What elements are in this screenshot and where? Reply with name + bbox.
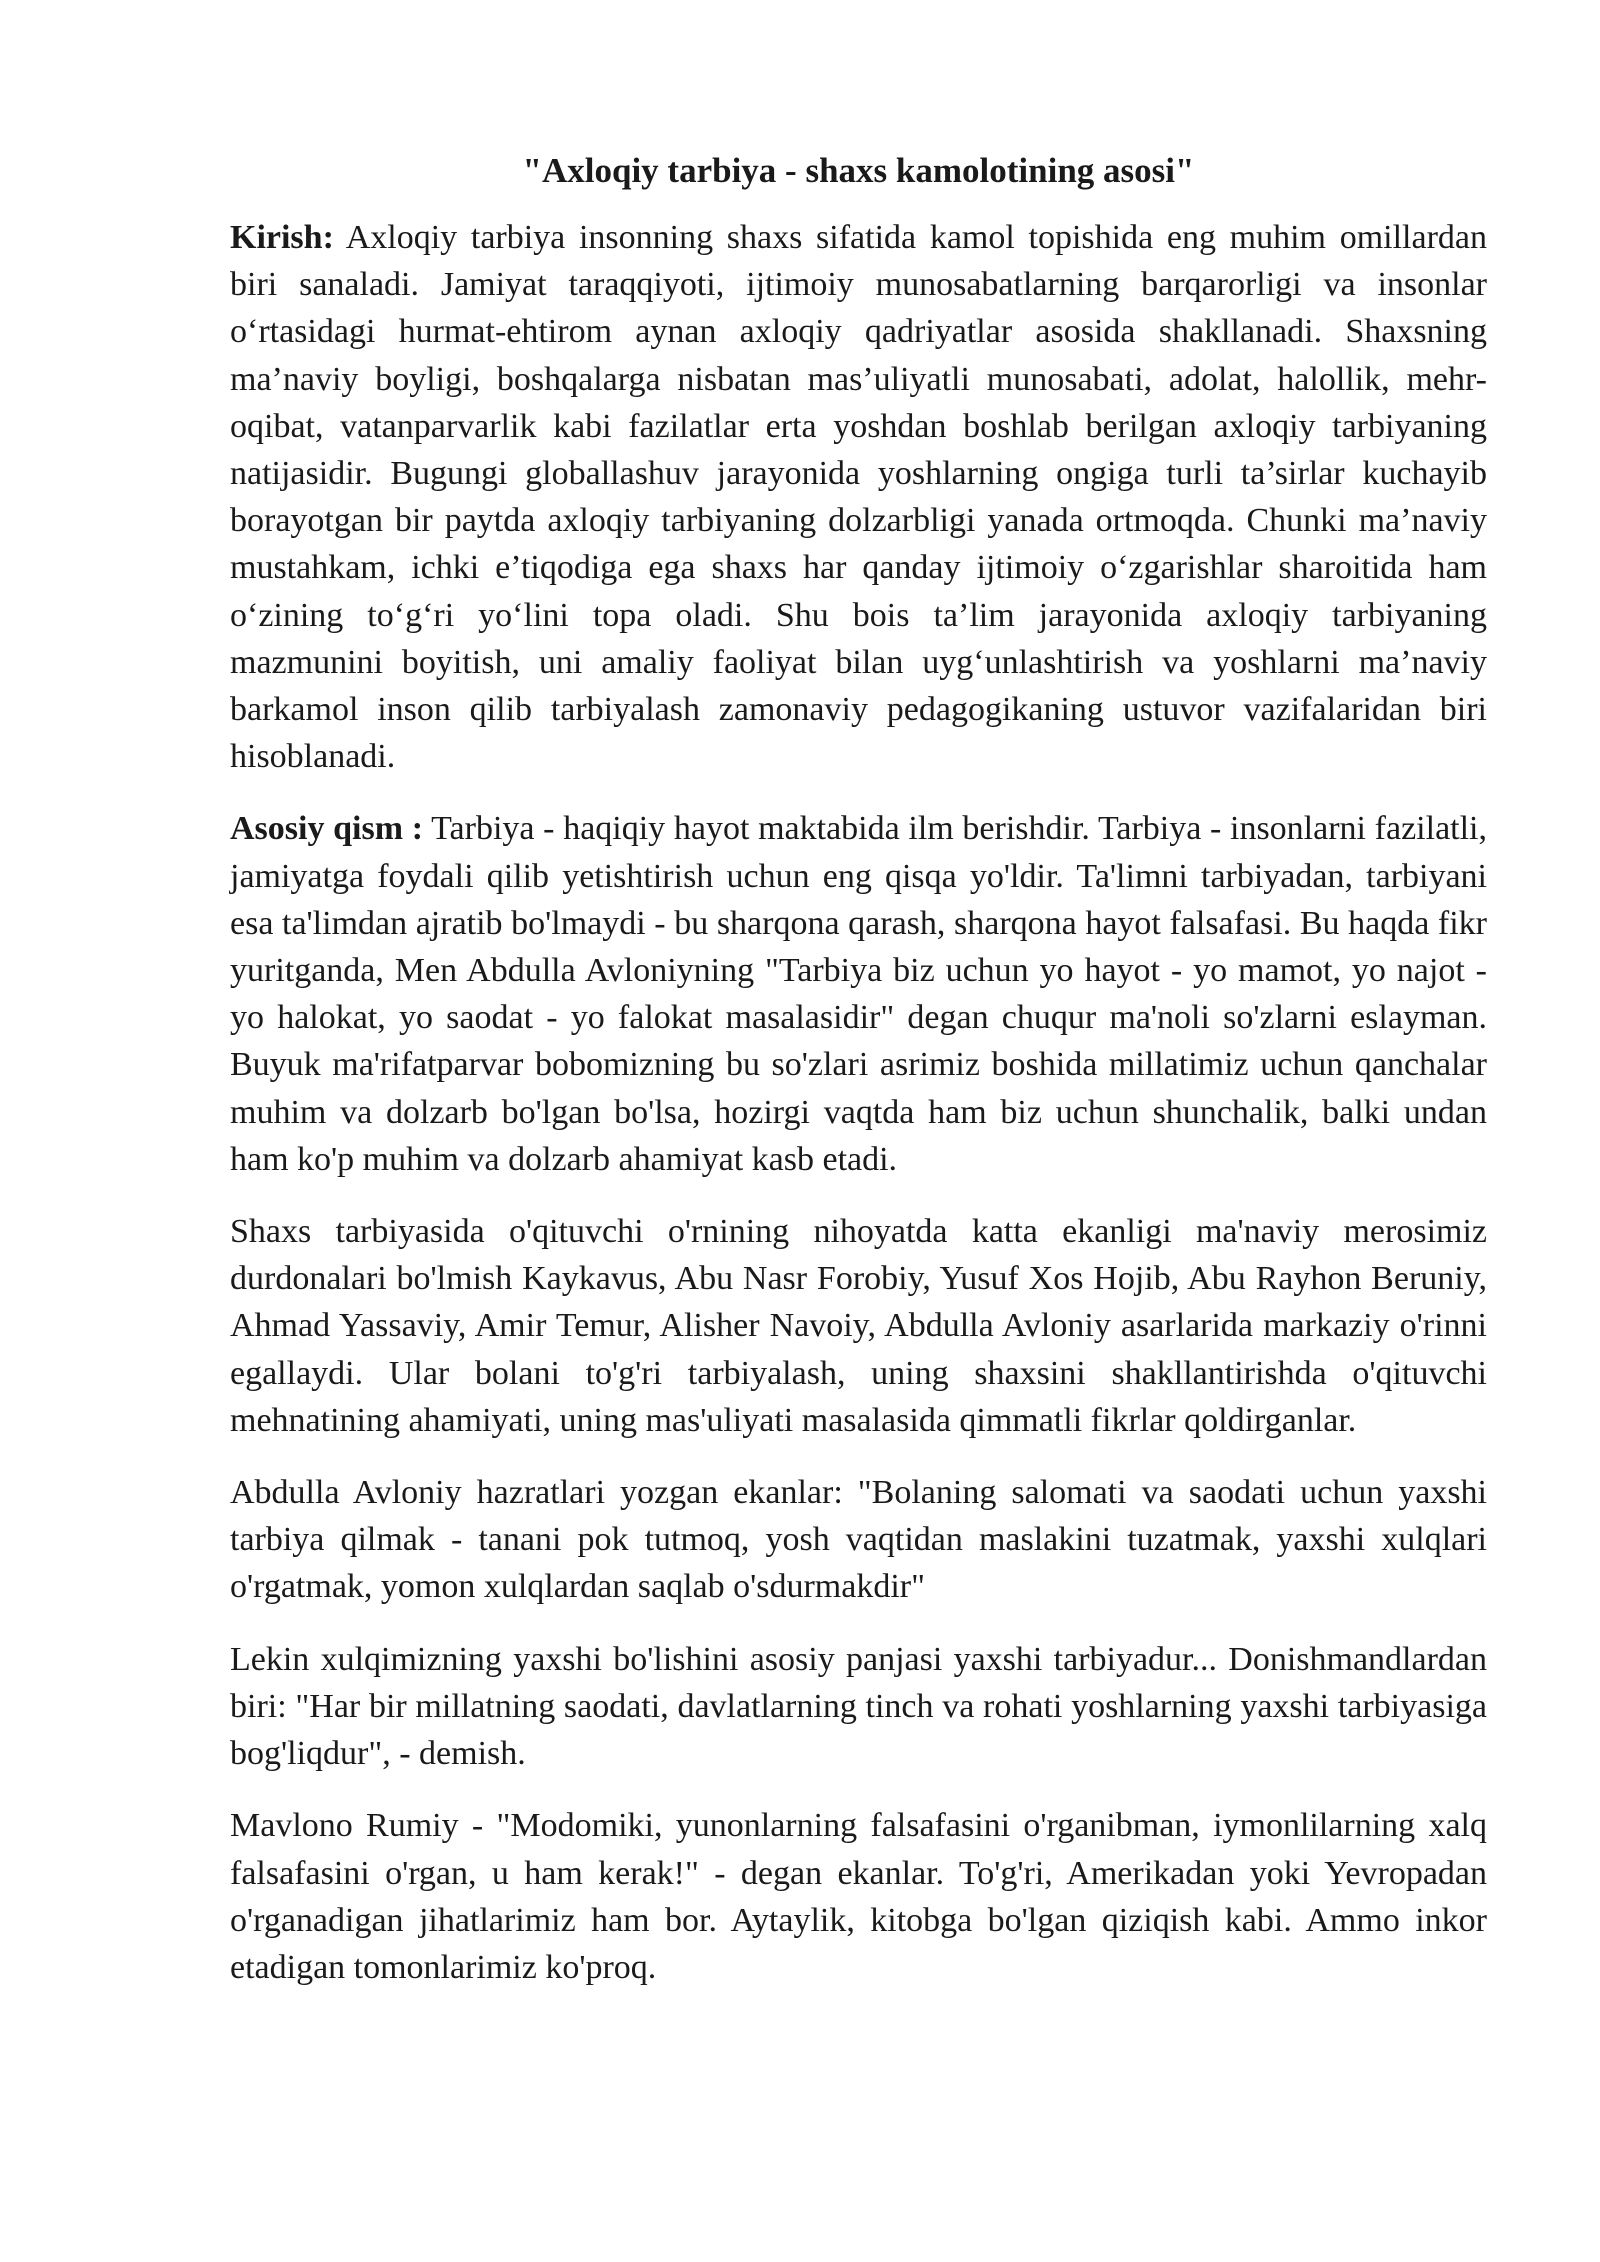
document-title: "Axloqiy tarbiya - shaxs kamolotining asosi" [522, 151, 1195, 190]
paragraph-main-part [230, 805, 1487, 1183]
paragraph-text: Lekin xulqimizning yaxshi bo'lishini asosiy panjasi yaxshi tarbiyadur... Donishmandlardan biri: "Har bir millatning saodati, davlatlarning tinch va rohati yoshlarning yaxshi tarbiyasiga bog'liqdur", - demish. [230, 1640, 1487, 1773]
paragraph-teacher-role [230, 1208, 1487, 1444]
paragraph-good-character [230, 1636, 1487, 1778]
paragraph-rumiy-quote [230, 1802, 1487, 1991]
paragraph-text: Abdulla Avloniy hazratlari yozgan ekanlar: "Bolaning salomati va saodati uchun yaxshi tarbiya qilmak - tanani pok tutmoq, yosh vaqtidan maslakini tuzatmak, yaxshi xulqlari o'rgatmak, yomon xulqlardan saqlab o'sdurmakdir" [230, 1474, 1487, 1606]
paragraph-intro [230, 214, 1487, 780]
paragraph-lead-asosiy-qism: Asosiy qism : [230, 810, 424, 848]
paragraph-text: Tarbiya - haqiqiy hayot maktabida ilm berishdir. Tarbiya - insonlarni fazilatli, jamiyatga foydali qilib yetishtirish uchun eng qisqa yo'ldir. Ta'limni tarbiyadan, tarbiyani esa ta'limdan ajratib bo'lmaydi - bu sharqona qarash, sharqona hayot falsafasi. Bu haqda fikr yuritganda, Men Abdulla Avloniyning "Tarbiya biz uchun yo hayot - yo mamot, yo najot - yo halokat, yo saodat - yo falokat masalasidir" degan chuqur ma'noli so'zlarni eslayman. Buyuk ma'rifatparvar bobomizning bu so'zlari asrimiz boshida millatimiz uchun qanchalar muhim va dolzarb bo'lgan bo'lsa, hozirgi vaqtda ham biz uchun shunchalik, balki undan ham ko'p muhim va dolzarb ahamiyat kasb etadi. [230, 810, 1487, 1178]
paragraph-text: Axloqiy tarbiya insonning shaxs sifatida kamol topishida eng muhim omillardan biri sanaladi. Jamiyat taraqqiyoti, ijtimoiy munosabatlarning barqarorligi va insonlar o‘rtasidagi hurmat-ehtirom aynan axloqiy qadriyatlar asosida shakllanadi. Shaxsning ma’naviy boyligi, boshqalarga nisbatan mas’uliyatli munosabati, adolat, halollik, mehr-oqibat, vatanparvarlik kabi fazilatlar erta yoshdan boshlab berilgan axloqiy tarbiyaning natijasidir. Bugungi globallashuv jarayonida yoshlarning ongiga turli ta’sirlar kuchayib borayotgan bir paytda axloqiy tarbiyaning dolzarbligi yanada ortmoqda. Chunki ma’naviy mustahkam, ichki e’tiqodiga ega shaxs har qanday ijtimoiy o‘zgarishlar sharoitida ham o‘zining to‘g‘ri yo‘lini topa oladi. Shu bois ta’lim jarayonida axloqiy tarbiyaning mazmunini boyitish, uni amaliy faoliyat bilan uyg‘unlashtirish va yoshlarni ma’naviy barkamol inson qilib tarbiyalash zamonaviy pedagogikaning ustuvor vazifalaridan biri hisoblanadi. [230, 219, 1487, 776]
document-page [230, 148, 1487, 2016]
paragraph-avloniy-quote [230, 1469, 1487, 1611]
paragraph-text: Mavlono Rumiy - "Modomiki, yunonlarning falsafasini o'rganibman, iymonlilarning xalq falsafasini o'rgan, u ham kerak!" - degan ekanlar. To'g'ri, Amerikadan yoki Yevropadan o'rganadigan jihatlarimiz ham bor. Aytaylik, kitobga bo'lgan qiziqish kabi. Ammo inkor etadigan tomonlarimiz ko'proq. [230, 1807, 1487, 1986]
paragraph-text: Shaxs tarbiyasida o'qituvchi o'rnining nihoyatda katta ekanligi ma'naviy merosimiz durdonalari bo'lmish Kaykavus, Abu Nasr Forobiy, Yusuf Xos Hojib, Abu Rayhon Beruniy, Ahmad Yassaviy, Amir Temur, Alisher Navoiy, Abdulla Avloniy asarlarida markaziy o'rinni egallaydi. Ular bolani to'g'ri tarbiyalash, uning shaxsini shakllantirishda o'qituvchi mehnatining ahamiyati, uning mas'uliyati masalasida qimmatli fikrlar qoldirganlar. [230, 1213, 1487, 1439]
paragraph-lead-kirish: Kirish: [230, 219, 334, 256]
